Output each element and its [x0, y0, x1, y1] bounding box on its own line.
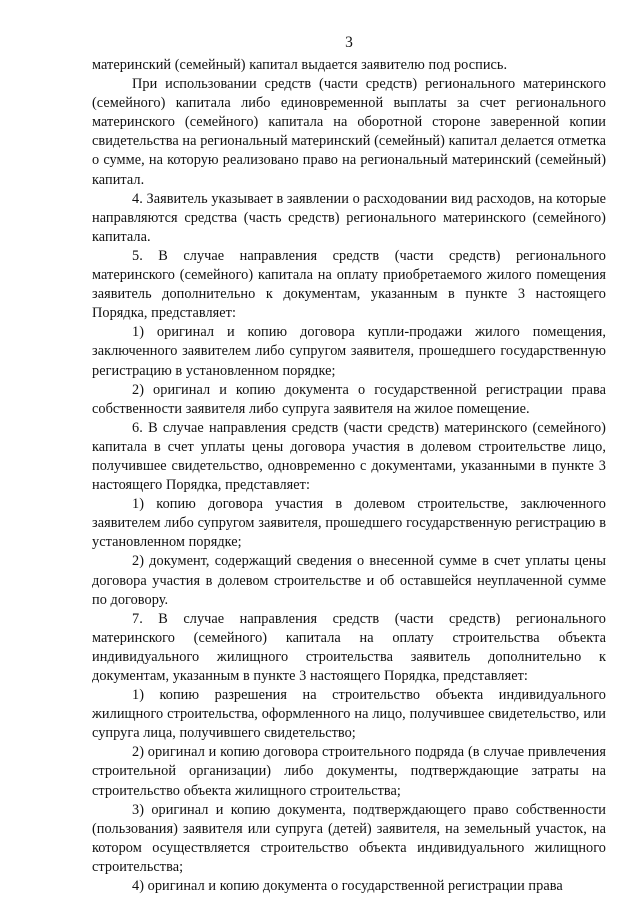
paragraph-item-7: 7. В случае направления средств (части средств) регионального материнского (семейного) капитала на оплату строительства объекта индивидуального жилищного строительства заявитель дополнительно к документам, указанным в пункте 3 настоящего Порядка, представляет: — [92, 610, 606, 684]
page-number: 3 — [345, 34, 353, 51]
paragraph-item-7-sub-3: 3) оригинал и копию документа, подтверждающего право собственности (пользования) заявителя или супруга (детей) заявителя, на земельный участок, на котором осуществляется строительство объекта индивидуального жилищного строительства; — [92, 801, 606, 875]
document-page — [92, 34, 606, 896]
paragraph-item-6-sub-2: 2) документ, содержащий сведения о внесенной сумме в счет уплаты цены договора участия в долевом строительстве и об оставшейся неуплаченной сумме по договору. — [92, 553, 606, 608]
paragraph-item-5-sub-2: 2) оригинал и копию документа о государственной регистрации права собственности заявителя либо супруга заявителя на жилое помещение. — [92, 381, 606, 417]
paragraph-item-7-sub-1: 1) копию разрешения на строительство объекта индивидуального жилищного строительства, оформленного на лицо, получившее свидетельство, или супруга лица, получившего свидетельство; — [92, 687, 606, 742]
paragraph-item-6-sub-1: 1) копию договора участия в долевом строительстве, заключенного заявителем либо супругом заявителя, прошедшего государственную регистрацию в установленном порядке; — [92, 496, 606, 551]
paragraph-item-5-sub-1: 1) оригинал и копию договора купли-продажи жилого помещения, заключенного заявителем либо супругом заявителя, прошедшего государственную регистрацию в установленном порядке; — [92, 324, 606, 379]
paragraph-certificate-mark: При использовании средств (части средств) регионального материнского (семейного) капитала либо единовременной выплаты за счет регионального материнского (семейного) капитала на оборотной стороне заверенной копии свидетельства на региональный материнский (семейный) капитал делается отметка о сумме, на которую реализовано право на региональный материнский (семейный) капитал. — [92, 76, 606, 188]
paragraph-item-6: 6. В случае направления средств (части средств) материнского (семейного) капитала в счет уплаты цены договора участия в долевом строительстве лицо, получившее свидетельство, одновременно с документами, указанными в пункте 3 настоящего Порядка, представляет: — [92, 419, 606, 494]
paragraph-item-7-sub-2: 2) оригинал и копию договора строительного подряда (в случае привлечения строительной организации) либо документы, подтверждающие затраты на строительство объекта жилищного строительства; — [92, 744, 606, 799]
paragraph-continuation: материнский (семейный) капитал выдается заявителю под роспись. — [92, 57, 508, 73]
paragraph-item-4: 4. Заявитель указывает в заявлении о расходовании вид расходов, на которые направляются средства (часть средств) регионального материнского (семейного) капитала. — [92, 190, 606, 245]
paragraph-item-5: 5. В случае направления средств (части средств) регионального материнского (семейного) капитала на оплату приобретаемого жилого помещения заявитель дополнительно к документам, указанным в пункте 3 настоящего Порядка, представляет: — [92, 247, 606, 322]
paragraph-item-7-sub-4: 4) оригинал и копию документа о государственной регистрации права — [132, 878, 563, 895]
